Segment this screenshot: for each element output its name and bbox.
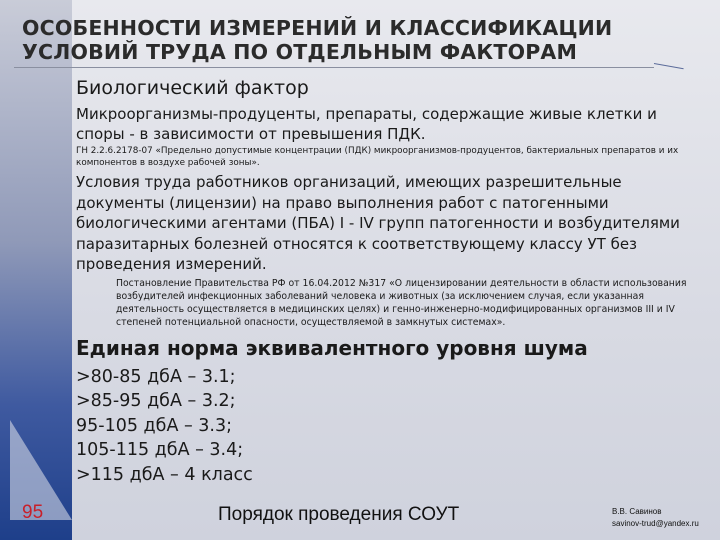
noise-norm-item: 95-105 дбА – 3.3; [76, 415, 233, 436]
noise-norm-item: >80-85 дбА – 3.1; [76, 366, 236, 387]
author-name: В.В. Савинов [612, 507, 662, 516]
footer-title: Порядок проведения СОУТ [218, 504, 460, 525]
bio-reference-2: Постановление Правительства РФ от 16.04.2012 №317 «О лицензировании деятельности в области использования возбудителей инфекционных заболеваний человека и животных (за исключением случая, если указанная деятельность осуществляется в медицинских целях) и генно-инженерно-модифицированных организмов III и IV степеней потенциальной опасности, осуществляемой в замкнутых системах». [116, 277, 687, 328]
title-line-1: ОСОБЕННОСТИ ИЗМЕРЕНИЙ И КЛАССИФИКАЦИИ [22, 16, 613, 40]
slide-content [76, 70, 710, 487]
noise-heading: Единая норма эквивалентного уровня шума [76, 335, 588, 360]
noise-norm-item: >85-95 дбА – 3.2; [76, 391, 236, 411]
title-line-2: УСЛОВИЙ ТРУДА ПО ОТДЕЛЬНЫМ ФАКТОРАМ [22, 40, 578, 64]
slide-title [22, 16, 662, 64]
bio-text-2: Условия труда работников организаций, имеющих разрешительные документы (лицензии) на право выполнения работ с патогенными биологическими агентами (ПБА) I - IV групп патогенности и возбудителями паразитарных болезней относятся к соответствующему классу УТ без проведения измерений. [76, 173, 680, 273]
author-email: savinov-trud@yandex.ru [612, 519, 699, 528]
title-divider [14, 67, 654, 68]
bio-text-1: Микроорганизмы-продуценты, препараты, содержащие живые клетки и споры - в зависимости от превышения ПДК. [76, 105, 657, 143]
bio-heading: Биологический фактор [76, 77, 309, 99]
noise-norm-item: 105-115 дбА – 3.4; [76, 440, 244, 460]
page-number: 95 [22, 502, 44, 523]
bio-reference-1: ГН 2.2.6.2178-07 «Предельно допустимые концентрации (ПДК) микроорганизмов-продуцентов, бактериальных препаратов и их компонентов в воздухе рабочей зоны». [76, 146, 679, 168]
noise-norm-list [76, 365, 710, 488]
author-info [612, 506, 699, 530]
noise-norm-item: >115 дбА – 4 класс [76, 464, 253, 485]
